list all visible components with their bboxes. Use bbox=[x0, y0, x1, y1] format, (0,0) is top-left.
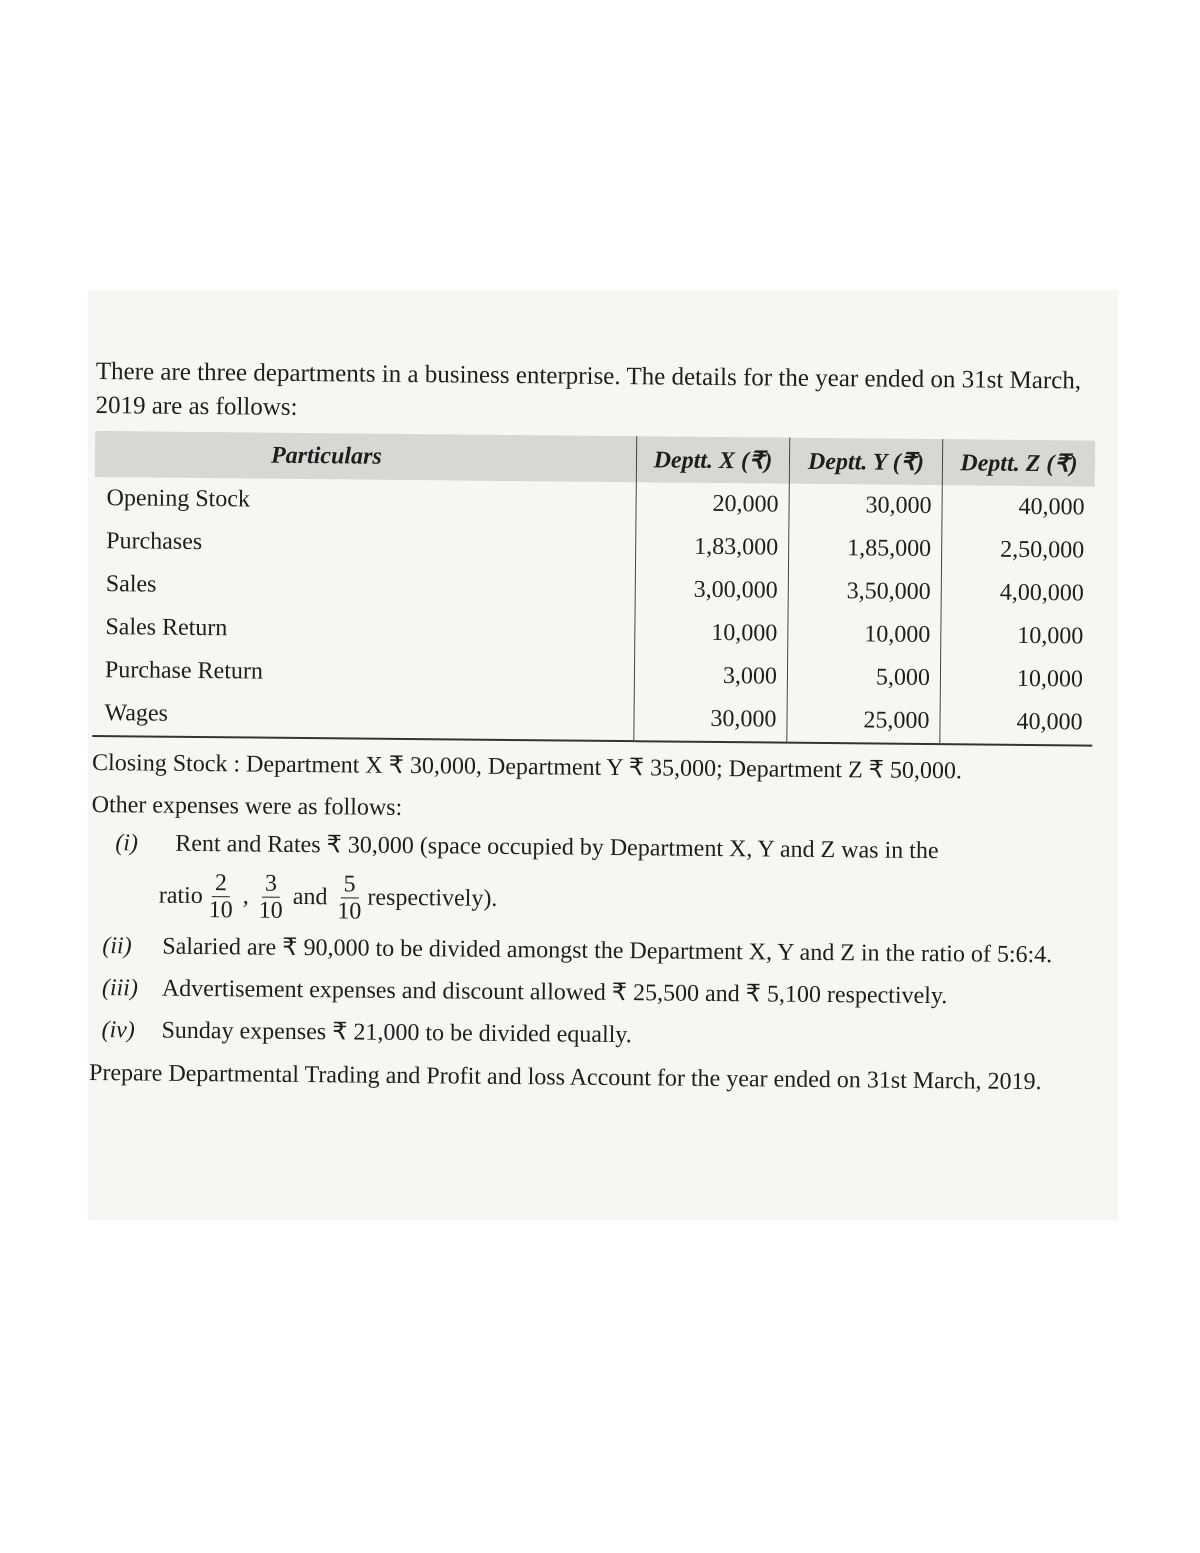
fraction bbox=[259, 871, 284, 924]
departments-table bbox=[92, 431, 1095, 747]
cell-dept-x: 20,000 bbox=[636, 482, 789, 526]
row-label: Purchase Return bbox=[104, 657, 264, 685]
fraction-numerator: 5 bbox=[340, 871, 358, 898]
row-label: Purchases bbox=[106, 528, 203, 556]
and-word: and bbox=[292, 883, 328, 911]
item-text: Sunday expenses ₹ 21,000 to be divided equally. bbox=[161, 1017, 632, 1049]
list-item bbox=[101, 1014, 1101, 1056]
comma: , bbox=[242, 883, 249, 910]
expenses-list-continued bbox=[101, 930, 1102, 1056]
cell-dept-y: 30,000 bbox=[789, 484, 942, 528]
item-number: (iii) bbox=[101, 975, 139, 1002]
header-dept-z: Deptt. Z (₹) bbox=[942, 439, 1095, 486]
item-number: (ii) bbox=[102, 933, 132, 960]
cell-dept-x: 3,000 bbox=[634, 654, 787, 698]
cell-dept-z: 10,000 bbox=[940, 657, 1093, 701]
ratio-prefix: ratio bbox=[158, 882, 203, 910]
cell-dept-z: 40,000 bbox=[942, 485, 1095, 529]
closing-stock-text: Closing Stock : Department X ₹ 30,000, Department Y ₹ 35,000; Department Z ₹ 50,000. bbox=[91, 749, 963, 785]
header-dept-x: Deptt. X (₹) bbox=[636, 436, 789, 483]
cell-dept-z: 40,000 bbox=[940, 700, 1093, 745]
cell-dept-y: 25,000 bbox=[787, 699, 940, 744]
ratio-line bbox=[159, 870, 1103, 932]
cell-dept-y: 5,000 bbox=[787, 656, 940, 700]
fraction bbox=[209, 870, 234, 923]
row-label: Sales Return bbox=[105, 614, 228, 642]
item-text: Salaried are ₹ 90,000 to be divided amongst the Department X, Y and Z in the ratio of 5:6:4. bbox=[162, 933, 1053, 969]
list-item bbox=[102, 972, 1102, 1014]
cell-dept-y: 10,000 bbox=[788, 613, 941, 657]
cell-dept-x: 10,000 bbox=[635, 611, 788, 655]
intro-text: There are three departments in a business enterprise. The details for the year ended on 31st March, 2019 are as follows: bbox=[95, 357, 1082, 421]
fraction bbox=[337, 871, 362, 924]
list-item bbox=[115, 827, 1103, 868]
fraction-denominator: 10 bbox=[208, 897, 233, 924]
row-label: Opening Stock bbox=[106, 485, 251, 513]
question-content bbox=[89, 355, 1108, 1100]
instruction-text: Prepare Departmental Trading and Profit and loss Account for the year ended on 31st March, 2019. bbox=[88, 1059, 1042, 1096]
cell-dept-x: 3,00,000 bbox=[635, 568, 788, 612]
fraction-numerator: 2 bbox=[212, 870, 230, 897]
cell-dept-y: 3,50,000 bbox=[788, 570, 941, 614]
cell-dept-x: 30,000 bbox=[634, 697, 787, 742]
table-row bbox=[92, 692, 1092, 746]
header-dept-y: Deptt. Y (₹) bbox=[789, 438, 942, 485]
cell-dept-z: 2,50,000 bbox=[941, 528, 1094, 572]
ratio-suffix: respectively). bbox=[367, 884, 498, 912]
item-text: Rent and Rates ₹ 30,000 (space occupied by Department X, Y and Z was in the bbox=[175, 830, 939, 865]
cell-dept-z: 4,00,000 bbox=[941, 571, 1094, 615]
fraction-denominator: 10 bbox=[337, 898, 362, 925]
header-particulars: Particulars bbox=[270, 442, 382, 470]
cell-dept-x: 1,83,000 bbox=[635, 525, 788, 569]
item-number: (iv) bbox=[101, 1017, 135, 1044]
item-number: (i) bbox=[115, 830, 139, 857]
item-text: Advertisement expenses and discount allowed ₹ 25,500 and ₹ 5,100 respectively. bbox=[161, 975, 948, 1010]
row-label: Wages bbox=[92, 692, 634, 741]
fraction-denominator: 10 bbox=[258, 897, 283, 924]
row-label: Sales bbox=[105, 571, 157, 598]
fraction-numerator: 3 bbox=[262, 871, 280, 898]
list-item bbox=[102, 930, 1102, 972]
cell-dept-y: 1,85,000 bbox=[788, 527, 941, 571]
cell-dept-z: 10,000 bbox=[941, 614, 1094, 658]
other-expenses-heading: Other expenses were as follows: bbox=[91, 791, 403, 821]
